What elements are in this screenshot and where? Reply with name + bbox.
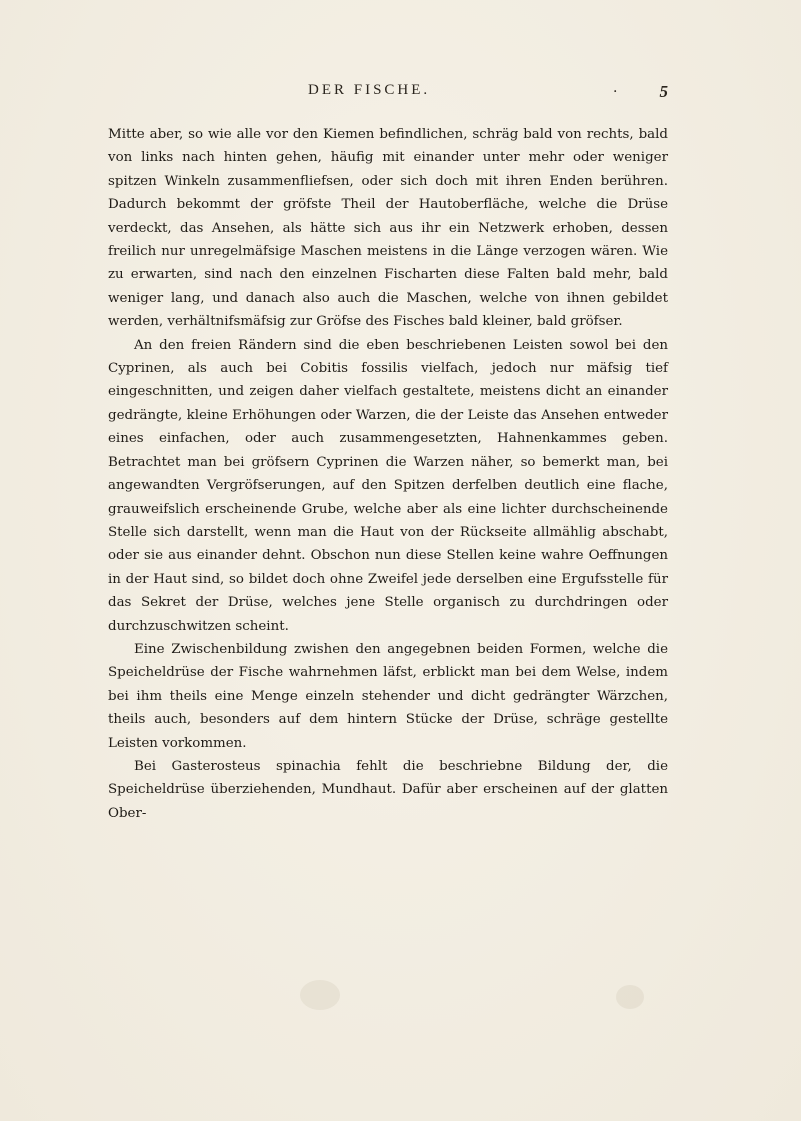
running-head	[108, 82, 668, 106]
running-head-title: DER FISCHE.	[308, 82, 431, 98]
paragraph-2: An den freien Rändern sind die eben beschriebenen Leisten sowol bei den Cyprinen, als auch bei Cobitis fossilis vielfach, jedoch nur mäfsig tief eingeschnitten, und zeigen daher vielfach gestaltete, meistens dicht an einander gedrängte, kleine Erhöhungen oder Warzen, die der Leiste das Ansehen entweder eines einfachen, oder auch zusammengesetzten, Hahnenkammes geben. Betrachtet man bei gröfsern Cyprinen die Warzen näher, so bemerkt man, bei angewandten Vergröfserungen, auf den Spitzen derfelben deutlich eine flache, grauweifslich erscheinende Grube, welche aber als eine lichter durchscheinende Stelle sich darstellt, wenn man die Haut von der Rückseite allmählig abschabt, oder sie aus einander dehnt. Obschon nun diese Stellen keine wahre Oeffnungen in der Haut sind, so bildet doch ohne Zweifel jede derselben eine Ergufsstelle für das Sekret der Drüse, welches jene Stelle organisch zu durchdringen oder durchzuschwitzen scheint.	[108, 337, 668, 634]
paper-stain	[616, 985, 644, 1009]
paragraph-4: Bei Gasterosteus spinachia fehlt die beschriebne Bildung der, die Speicheldrüse überziehenden, Mundhaut. Dafür aber erscheinen auf der glatten Ober-	[108, 758, 668, 821]
running-head-separator: ·	[613, 84, 618, 100]
paper-stain	[300, 980, 340, 1010]
paragraph-3: Eine Zwischenbildung zwishen den angegebnen beiden Formen, welche die Speicheldrüse der Fische wahrnehmen läfst, erblickt man bei dem Welse, indem bei ihm theils eine Menge einzeln stehender und dicht gedrängter Wärzchen, theils auch, besonders auf dem hintern Stücke der Drüse, schräge gestellte Leisten vorkommen.	[108, 641, 668, 751]
body-text	[108, 123, 668, 825]
page-number: 5	[659, 82, 668, 101]
paragraph-1: Mitte aber, so wie alle vor den Kiemen befindlichen, schräg bald von rechts, bald von links nach hinten gehen, häufig mit einander unter mehr oder weniger spitzen Winkeln zusammenfliefsen, oder sich doch mit ihren Enden berühren. Dadurch bekommt der gröfste Theil der Hautoberfläche, welche die Drüse verdeckt, das Ansehen, als hätte sich aus ihr ein Netzwerk erhoben, dessen freilich nur unregelmäfsige Maschen meistens in die Länge verzogen wären. Wie zu erwarten, sind nach den einzelnen Fischarten diese Falten bald mehr, bald weniger lang, und danach also auch die Maschen, welche von ihnen gebildet werden, verhältnifsmäfsig zur Gröfse des Fisches bald kleiner, bald gröfser.	[108, 127, 668, 330]
